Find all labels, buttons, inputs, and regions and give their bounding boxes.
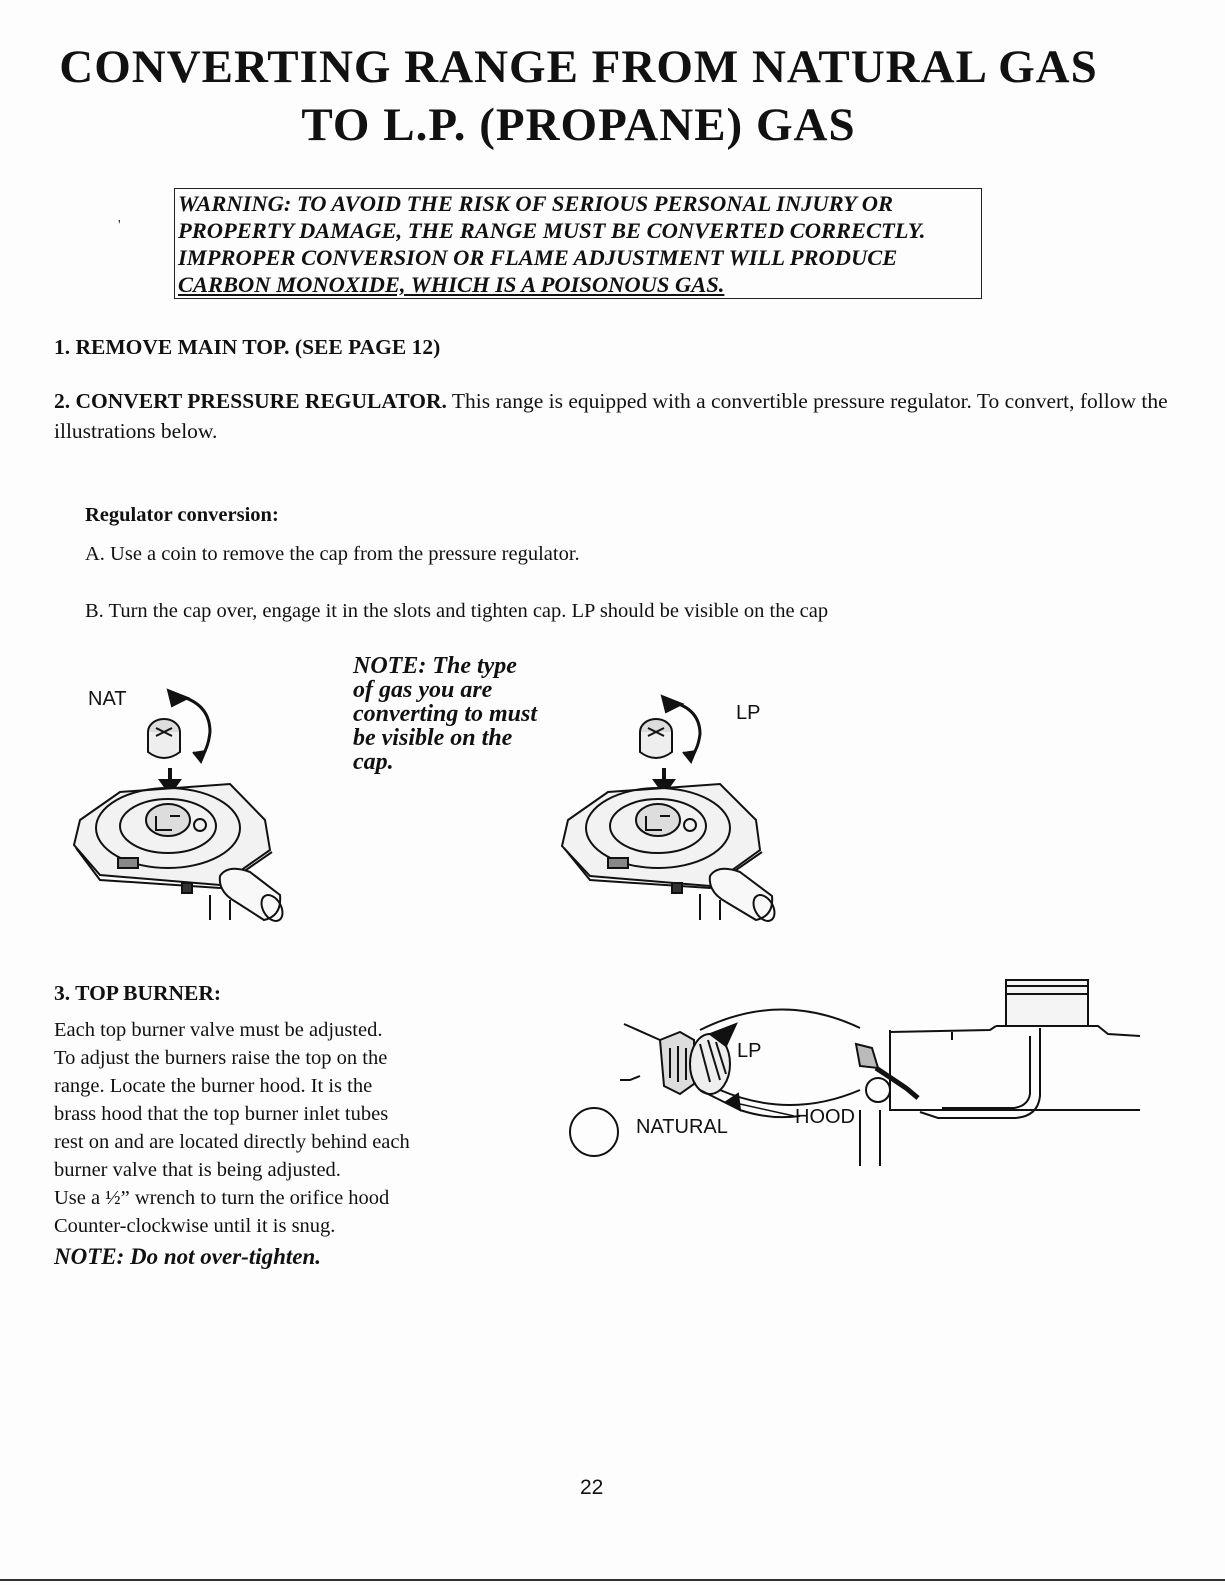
regulator-conversion-heading: Regulator conversion: (85, 504, 279, 526)
step-3-note: NOTE: Do not over-tighten. (54, 1244, 322, 1269)
body-line: brass hood that the top burner inlet tubes (54, 1103, 389, 1125)
body-line: Counter-clockwise until it is snug. (54, 1215, 336, 1237)
step-3-body (54, 1016, 494, 1240)
body-line: range. Locate the burner hood. It is the (54, 1075, 373, 1097)
note-line: of gas you are (353, 677, 493, 703)
warning-line: WARNING: TO AVOID THE RISK OF SERIOUS PERSONAL INJURY OR (178, 191, 893, 216)
lp-label: LP (736, 702, 761, 724)
burner-lp-label: LP (737, 1040, 762, 1062)
body-line: rest on and are located directly behind each (54, 1131, 410, 1153)
note-line: be visible on the (353, 725, 513, 751)
note-line: converting to must (353, 701, 538, 727)
page-title-line-2: TO L.P. (PROPANE) GAS (301, 99, 856, 151)
regulator-step-b: B. Turn the cap over, engage it in the slots and tighten cap. LP should be visible on the cap (85, 600, 829, 622)
warning-line: CARBON MONOXIDE, WHICH IS A POISONOUS GAS. (178, 272, 725, 297)
nat-label: NAT (88, 688, 127, 710)
bottom-rule (0, 1579, 1225, 1581)
warning-line: IMPROPER CONVERSION OR FLAME ADJUSTMENT WILL PRODUCE (178, 245, 898, 270)
regulator-step-a: A. Use a coin to remove the cap from the pressure regulator. (85, 543, 580, 565)
body-line: burner valve that is being adjusted. (54, 1159, 341, 1181)
stray-mark: ' (118, 218, 121, 233)
warning-line: PROPERTY DAMAGE, THE RANGE MUST BE CONVERTED CORRECTLY. (178, 218, 926, 243)
hood-leader-line (740, 1100, 800, 1120)
body-line: Use a ½” wrench to turn the orifice hood (54, 1187, 390, 1209)
regulator-note (353, 654, 583, 774)
body-line: To adjust the burners raise the top on the (54, 1047, 388, 1069)
lp-regulator-illustration (560, 694, 800, 944)
step-2-body: This range is equipped with a convertible pressure regulator. To convert, follow the illustrations below. (54, 389, 1168, 443)
page-title-line-1: CONVERTING RANGE FROM NATURAL GAS (59, 41, 1098, 93)
step-2-heading: 2. CONVERT PRESSURE REGULATOR. (54, 389, 447, 413)
warning-box (174, 188, 982, 299)
burner-hood-illustration (560, 970, 1150, 1170)
burner-natural-label: NATURAL (636, 1116, 728, 1138)
note-line: NOTE: The type (353, 653, 517, 679)
step-1-heading: 1. REMOVE MAIN TOP. (SEE PAGE 12) (54, 335, 441, 359)
body-line: Each top burner valve must be adjusted. (54, 1019, 383, 1041)
page-number: 22 (580, 1476, 604, 1499)
nat-regulator-illustration (60, 680, 300, 930)
step-3-heading: 3. TOP BURNER: (54, 981, 222, 1005)
note-line: cap. (353, 749, 394, 775)
burner-hood-label: HOOD (795, 1106, 855, 1128)
step-2-paragraph (54, 386, 1174, 446)
